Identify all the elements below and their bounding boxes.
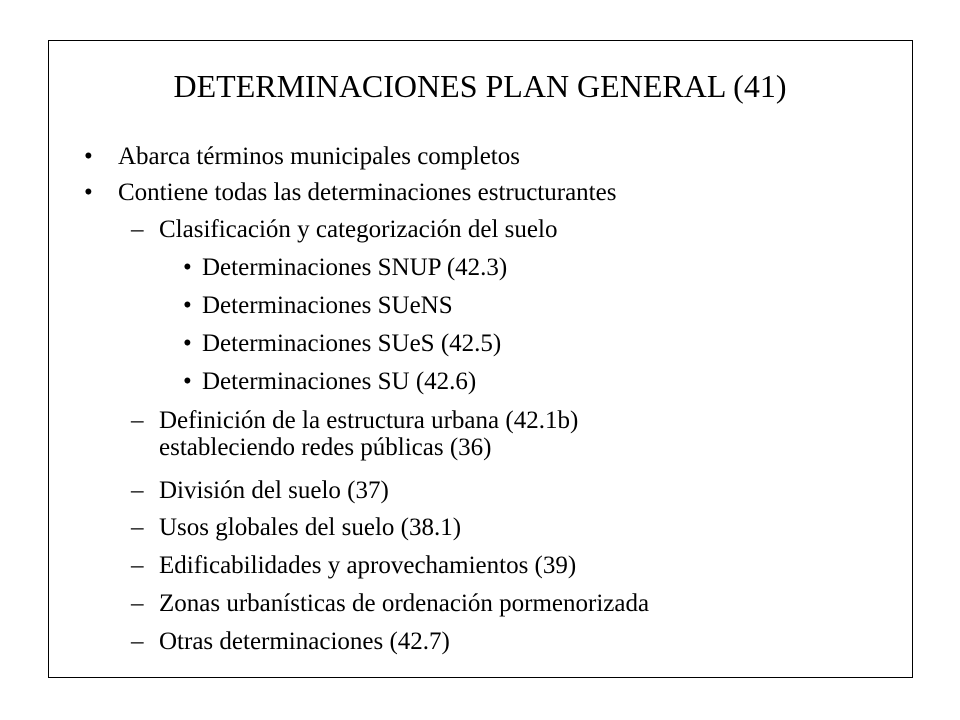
list-item-text: Otras determinaciones (42.7) (159, 628, 450, 655)
list-item-text: Determinaciones SUeNS (202, 292, 453, 319)
list-item-text: División del suelo (37) (159, 477, 389, 504)
bullet-marker: • (84, 179, 93, 206)
dash-marker: – (131, 407, 144, 434)
list-item-text: Edificabilidades y aprovechamientos (39) (159, 552, 577, 579)
list-item-text-continuation: estableciendo redes públicas (36) (159, 434, 492, 461)
list-item-text: Determinaciones SNUP (42.3) (202, 254, 508, 281)
dash-marker: – (131, 216, 144, 243)
bullet-marker: • (183, 330, 192, 357)
list-item-text: Determinaciones SUeS (42.5) (202, 330, 502, 357)
dash-marker: – (131, 477, 144, 504)
list-item-text: Determinaciones SU (42.6) (202, 368, 477, 395)
bullet-marker: • (183, 254, 192, 281)
list-item-text: Definición de la estructura urbana (42.1b) (159, 407, 579, 434)
list-item-text: Clasificación y categorización del suelo (159, 216, 558, 243)
dash-marker: – (131, 628, 144, 655)
list-item-text: Zonas urbanísticas de ordenación pormenorizada (159, 590, 650, 617)
bullet-marker: • (183, 368, 192, 395)
slide-title: DETERMINACIONES PLAN GENERAL (41) (173, 68, 787, 104)
dash-marker: – (131, 514, 144, 541)
dash-marker: – (131, 590, 144, 617)
slide-frame (48, 40, 913, 678)
list-item-text: Contiene todas las determinaciones estructurantes (118, 179, 617, 206)
list-item-text: Abarca términos municipales completos (118, 143, 520, 170)
list-item-text: Usos globales del suelo (38.1) (159, 514, 462, 541)
bullet-marker: • (183, 292, 192, 319)
bullet-marker: • (84, 143, 93, 170)
dash-marker: – (131, 552, 144, 579)
